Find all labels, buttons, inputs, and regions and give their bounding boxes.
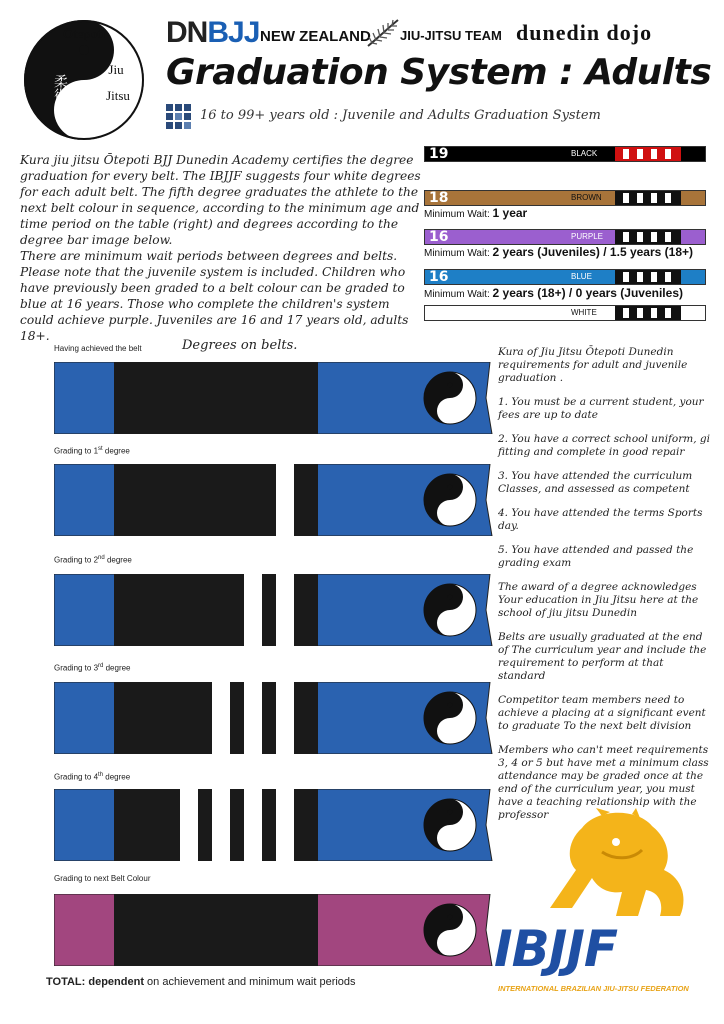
belt-bar — [615, 306, 681, 320]
caption-tail: degree — [103, 772, 131, 782]
age-belt-black — [424, 146, 706, 162]
age-belt-label: PURPLE — [571, 232, 604, 241]
wait-value: 1 year — [492, 206, 528, 220]
age-belt-label: WHITE — [571, 308, 597, 317]
belt-logo-dot — [448, 703, 453, 708]
degree-stripe — [623, 149, 629, 159]
belt-bar — [615, 191, 681, 205]
kura-yin-yang-logo — [22, 18, 146, 142]
wait-value: 2 years (18+) / 0 years (Juveniles) — [492, 286, 683, 300]
age-belt-purple — [424, 229, 706, 245]
requirement-item: The award of a degree acknowledges Your education in Jiu Jitsu here at the school of jiu jitsu Dunedin — [498, 581, 699, 619]
degree-stripe — [651, 149, 657, 159]
caption-text: Grading to 2 — [54, 555, 99, 565]
belt-logo-dot — [448, 810, 453, 815]
requirement-item: Belts are usually graduated at the end of The curriculum year and include the requirement to perform at that standard — [498, 631, 707, 682]
degree-belt-2 — [54, 574, 494, 646]
age-belt-label: BROWN — [571, 193, 602, 202]
belt-caption-2 — [54, 555, 132, 565]
degree-stripe — [276, 682, 294, 754]
requirement-item: 5. You have attended and passed the grading exam — [498, 544, 694, 569]
age-belt-age: 19 — [429, 146, 449, 162]
belt-logo-dot — [448, 595, 453, 600]
belt-caption-3 — [54, 663, 131, 673]
wait-label: Minimum Wait: — [424, 248, 490, 259]
degree-stripe — [637, 193, 643, 203]
degree-belt-5 — [54, 894, 494, 966]
degree-stripe — [665, 308, 671, 318]
degree-stripe — [665, 272, 671, 282]
silver-fern-icon — [366, 18, 400, 48]
belt-logo-dot — [448, 383, 453, 388]
degrees-title: Degrees on belts. — [182, 338, 298, 353]
belt-rank-bar — [114, 894, 318, 966]
logo-jiu-text: Jiu — [108, 62, 124, 77]
total-label: TOTAL: — [46, 976, 86, 988]
degree-stripe — [637, 149, 643, 159]
requirement-item: 1. You must be a current student, your fees are up to date — [498, 396, 704, 421]
dnbjj-brand — [166, 16, 259, 50]
degree-stripe — [665, 149, 671, 159]
caption-tail: degree — [104, 555, 132, 565]
brand-dunedin-dojo: dunedin dojo — [516, 20, 653, 45]
degree-stripe — [244, 789, 262, 861]
caption-sup: rd — [98, 663, 104, 669]
total-rest: on achievement and minimum wait periods — [144, 976, 356, 988]
caption-tail: degree — [103, 663, 131, 673]
degree-stripe — [637, 232, 643, 242]
degree-belt-4 — [54, 789, 494, 861]
degree-stripe — [651, 193, 657, 203]
caption-sup: nd — [98, 555, 105, 561]
caption-sup: st — [98, 446, 103, 452]
total-note — [46, 976, 356, 988]
requirement-item: Kura of Jiu Jitsu Ōtepoti Dunedin requirements for adult and juvenile graduation . — [498, 346, 688, 384]
caption-text: Grading to 3 — [54, 663, 99, 673]
brand-bjj-text: BJJ — [207, 16, 260, 49]
degree-belt-3 — [54, 682, 494, 754]
belt-rank-bar — [114, 362, 318, 434]
degree-belt-0 — [54, 362, 494, 434]
ibjjf-full-name: INTERNATIONAL BRAZILIAN JIU-JITSU FEDERATION — [498, 984, 689, 993]
wait-label: Minimum Wait: — [424, 289, 490, 300]
belt-bar — [615, 230, 681, 244]
degree-stripe — [623, 308, 629, 318]
intro-paragraph-2: There are minimum wait periods between degrees and belts. Please note that the juvenile system is included. Children who have previously been graded to a belt colour can be graded to blue at 16 years. Those who complete the children's system could achieve purple. Juveniles are 16 and 17 years old, adults 18+. — [20, 249, 409, 343]
belt-logo-dot — [448, 485, 453, 490]
intro-paragraph-1: Kura jiu jitsu Ōtepoti BJJ Dunedin Academy certifies the degree graduation for every belt. The IBJJF suggests four white degrees for each adult belt. The fifth degree graduates the athlete to the next belt colour in sequence, according to the minimum age and time period on the table (right) and degrees according to the degree bar image below. — [20, 153, 421, 247]
ibjjf-logo-text: IBJJF — [494, 920, 618, 978]
belt-logo-dot — [448, 836, 453, 841]
degree-stripe — [651, 308, 657, 318]
caption-text: Grading to 4 — [54, 772, 99, 782]
logo-top-text: Ōtepoti — [63, 26, 105, 41]
caption-text: Grading to next Belt Colour — [54, 874, 151, 883]
caption-text: Grading to 1 — [54, 446, 99, 456]
wait-value: 2 years (Juveniles) / 1.5 years (18+) — [492, 245, 693, 259]
belt-caption-1 — [54, 446, 130, 456]
degree-stripe — [276, 789, 294, 861]
belt-logo-dot — [448, 941, 453, 946]
blue-min-wait — [424, 286, 683, 300]
page-subtitle: 16 to 99+ years old : Juvenile and Adults Graduation System — [200, 108, 601, 123]
wait-label: Minimum Wait: — [424, 209, 490, 220]
age-belt-blue — [424, 269, 706, 285]
purple-min-wait — [424, 245, 693, 259]
logo-jitsu-text: Jitsu — [106, 88, 130, 103]
brand-new-zealand: NEW ZEALAND — [260, 28, 371, 45]
degree-stripe — [665, 193, 671, 203]
degree-stripe — [637, 272, 643, 282]
degree-stripe — [276, 464, 294, 536]
degree-stripe — [651, 232, 657, 242]
requirement-item: 4. You have attended the terms Sports day. — [498, 507, 703, 532]
degree-stripe — [244, 682, 262, 754]
degree-stripe — [276, 574, 294, 646]
degree-stripe — [623, 232, 629, 242]
intro-text — [20, 152, 424, 344]
belt-bar — [615, 270, 681, 284]
belt-caption-4 — [54, 772, 130, 782]
caption-text: Having achieved the belt — [54, 344, 142, 353]
belt-logo-dot — [448, 729, 453, 734]
degree-stripe — [244, 574, 262, 646]
caption-sup: th — [98, 772, 104, 778]
brown-min-wait — [424, 206, 527, 220]
logo-bottom-text: kura — [70, 118, 98, 133]
grid-icon — [166, 104, 192, 130]
age-belt-age: 16 — [429, 269, 449, 285]
requirement-item: 2. You have a correct school uniform, gi fitting and complete in good repair — [498, 433, 710, 458]
degree-belt-1 — [54, 464, 494, 536]
requirements-list — [498, 346, 712, 833]
age-belt-brown — [424, 190, 706, 206]
belt-caption-5 — [54, 874, 151, 883]
requirement-item: 3. You have attended the curriculum Classes, and assessed as competent — [498, 470, 693, 495]
age-belt-age: 16 — [429, 229, 449, 245]
degree-stripe — [212, 682, 230, 754]
degree-stripe — [212, 789, 230, 861]
belt-logo-dot — [448, 511, 453, 516]
logo-kanji: 柔術 — [52, 74, 68, 102]
page-title: Graduation System : Adults — [166, 52, 712, 93]
caption-tail: degree — [102, 446, 130, 456]
requirement-item: Members who can't meet requirements 3, 4 or 5 but have met a minimum class attendance may be graded once at the end of the curriculum year, you must have a teaching relationship with the professor — [498, 744, 709, 821]
requirement-item: Competitor team members need to achieve a placing at a significant event to graduate To the next belt division — [498, 694, 706, 732]
degree-stripe — [651, 272, 657, 282]
age-belt-label: BLUE — [571, 272, 592, 281]
degree-stripe — [180, 789, 198, 861]
age-belt-label: BLACK — [571, 149, 598, 158]
belt-bar — [615, 147, 681, 161]
belt-logo-dot — [448, 409, 453, 414]
degree-stripe — [665, 232, 671, 242]
ibjjf-lion-icon — [542, 808, 692, 920]
total-bold: dependent — [88, 976, 144, 988]
degree-stripe — [623, 272, 629, 282]
brand-dn-text: DN — [166, 16, 208, 49]
belt-logo-dot — [448, 621, 453, 626]
belt-logo-dot — [448, 915, 453, 920]
age-belt-age: 18 — [429, 190, 449, 206]
belt-caption-0 — [54, 344, 142, 353]
degree-stripe — [623, 193, 629, 203]
degree-stripe — [637, 308, 643, 318]
age-belt-white — [424, 305, 706, 321]
brand-jiu-jitsu-team: JIU-JITSU TEAM — [400, 28, 502, 43]
